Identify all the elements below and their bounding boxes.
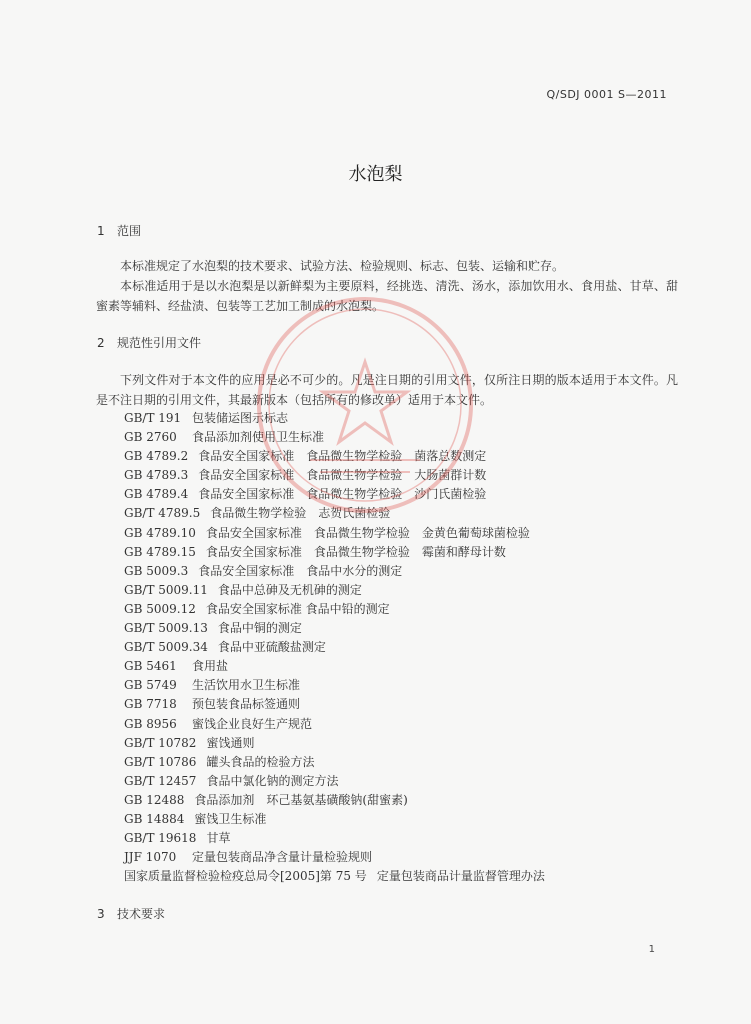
reference-item [124,619,545,638]
reference-code: GB/T 5009.11 [124,582,208,597]
reference-code: GB/T 10782 [124,735,197,750]
reference-code: GB/T 191 [124,411,182,425]
reference-item [124,543,545,562]
reference-code: GB 14884 [124,811,185,826]
reference-name: 生活饮用水卫生标准 [192,678,301,693]
reference-code: GB/T 5009.34 [124,640,208,655]
reference-item [124,848,545,867]
reference-code: GB 4789.3 [124,468,189,483]
standard-code: Q/SDJ 0001 S—2011 [546,88,667,101]
section-number: 2 [97,336,105,350]
section-number: 1 [97,224,105,238]
reference-name: 食品安全国家标准 食品微生物学检验 菌落总数测定 [198,449,487,464]
reference-code: GB 5009.12 [124,601,196,616]
reference-code: GB/T 10786 [124,754,197,769]
page-number: 1 [648,944,655,955]
reference-code: GB/T 5009.13 [124,621,208,636]
reference-item [124,409,545,428]
reference-name: 食品中铜的测定 [217,621,302,636]
section-title: 规范性引用文件 [117,336,202,350]
document-title: 水泡梨 [348,164,403,185]
reference-item [124,657,545,676]
reference-item [124,638,545,657]
reference-name: 食品安全国家标准 食品微生物学检验 大肠菌群计数 [198,468,487,483]
reference-name: 包装储运图示标志 [192,411,289,425]
reference-code: GB 12488 [124,792,185,807]
reference-code: 国家质量监督检验检疫总局令[2005]第 75 号 [124,869,367,884]
reference-item [124,485,545,504]
section-3-heading [97,905,165,922]
reference-code: GB 5749 [124,678,177,693]
reference-code: GB 4789.15 [124,544,196,559]
reference-code: JJF 1070 [124,850,177,865]
reference-name: 食品添加剂 环己基氨基磺酸钠(甜蜜素) [194,792,408,807]
reference-name: 食品中总砷及无机砷的测定 [217,582,362,597]
reference-item [124,504,545,523]
reference-item [124,829,545,848]
reference-name: 食品安全国家标准 食品微生物学检验 沙门氏菌检验 [198,487,487,502]
reference-code: GB 2760 [124,430,177,445]
scope-paragraph-2: 本标准适用于是以水泡梨是以新鲜梨为主要原料，经挑选、清洗、汤水，添加饮用水、食用盐、甘草、甜蜜素等辅料、经盐渍、包装等工艺加工制成的水泡梨。 [96,279,678,313]
references-intro: 下列文件对于本文件的应用是必不可少的。凡是注日期的引用文件，仅所注日期的版本适用于本文件。凡是不注日期的引用文件，其最新版本（包括所有的修改单）适用于本文件。 [96,373,678,407]
reference-code: GB 5461 [124,659,177,674]
reference-item [124,428,545,447]
reference-name: 食品安全国家标准 食品中铅的测定 [205,601,390,616]
reference-name: 食品添加剂使用卫生标准 [192,430,325,445]
reference-name: 蜜饯企业良好生产规范 [192,716,313,731]
reference-item [124,447,545,466]
reference-name: 定量包装商品净含量计量检验规则 [192,850,373,865]
reference-name: 罐头食品的检验方法 [206,754,315,769]
section-number: 3 [97,907,105,921]
reference-code: GB 4789.4 [124,487,189,502]
reference-item [124,772,545,791]
reference-name: 甘草 [206,831,231,846]
reference-name: 食品安全国家标准 食品微生物学检验 金黄色葡萄球菌检验 [205,525,530,540]
reference-name: 预包装食品标签通则 [192,697,301,712]
reference-code: GB/T 4789.5 [124,506,201,521]
reference-name: 食品安全国家标准 食品中水分的测定 [198,563,403,578]
reference-list [124,409,545,886]
reference-name: 蜜饯卫生标准 [194,811,267,826]
reference-code: GB 4789.10 [124,525,196,540]
section-2-heading [97,334,201,351]
reference-code: GB 8956 [124,716,177,731]
reference-name: 食品安全国家标准 食品微生物学检验 霉菌和酵母计数 [205,544,506,559]
reference-item [124,600,545,619]
reference-name: 定量包装商品计量监督管理办法 [376,869,545,884]
reference-item [124,715,545,734]
reference-item [124,676,545,695]
reference-name: 食用盐 [192,659,229,674]
reference-code: GB/T 12457 [124,773,197,788]
section-title: 范围 [117,224,142,238]
reference-name: 食品微生物学检验 志贺氏菌检验 [210,506,391,521]
reference-name: 食品中氯化钠的测定方法 [206,773,339,788]
reference-item [124,753,545,772]
reference-item [124,581,545,600]
section-title: 技术要求 [117,907,166,921]
reference-item [124,466,545,485]
reference-item [124,791,545,810]
reference-code: GB/T 19618 [124,831,197,846]
reference-code: GB 7718 [124,697,177,712]
scope-paragraph-1: 本标准规定了水泡梨的技术要求、试验方法、检验规则、标志、包装、运输和贮存。 [120,259,565,273]
reference-code: GB 5009.3 [124,563,189,578]
reference-name: 蜜饯通则 [206,735,255,750]
section-1-heading [97,222,141,239]
reference-item [124,562,545,581]
reference-item [124,810,545,829]
reference-item [124,867,545,886]
reference-name: 食品中亚硫酸盐测定 [217,640,326,655]
reference-item [124,695,545,714]
reference-code: GB 4789.2 [124,449,189,464]
reference-item [124,524,545,543]
reference-item [124,734,545,753]
